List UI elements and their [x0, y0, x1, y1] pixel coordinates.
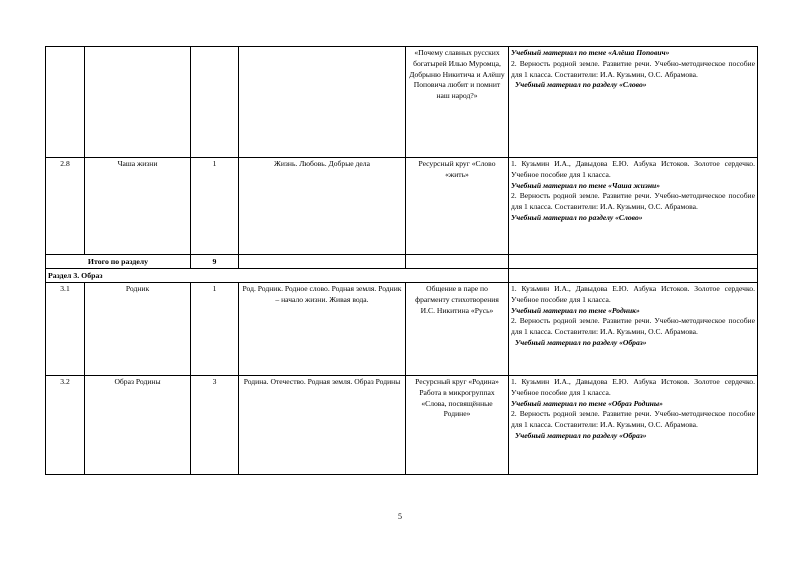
resource-item-2: 2. Верность родной земле. Развитие речи. Учебно-методическое пособие для 1 класса. Составители: И.А. Кузьмин, О.С. Абрамова. — [511, 58, 755, 79]
total-filler-content — [239, 255, 406, 269]
cell-forms: Ресурсный круг «Слово «жить» — [406, 158, 509, 255]
curriculum-table — [45, 46, 758, 475]
cell-resources — [509, 283, 758, 376]
cell-topic: Образ Родины — [85, 376, 191, 475]
resource-material-section: Учебный материал по разделу «Слово» — [515, 80, 647, 90]
total-filler-resources — [509, 255, 758, 269]
resource-material-topic: Учебный материал по теме «Образ Родины» — [511, 398, 663, 408]
table-row — [46, 283, 758, 376]
resource-material-section: Учебный материал по разделу «Образ» — [515, 431, 647, 441]
cell-number — [46, 47, 85, 158]
table-row — [46, 158, 758, 255]
section-label: Раздел 3. Образ — [46, 269, 509, 283]
cell-content: Род. Родник. Родное слово. Родная земля. Родник – начало жизни. Живая вода. — [239, 283, 406, 376]
cell-resources — [509, 376, 758, 475]
cell-hours — [191, 47, 239, 158]
cell-content: Жизнь. Любовь. Добрые дела — [239, 158, 406, 255]
resource-item-2: 2. Верность родной земле. Развитие речи. Учебно-методическое пособие для 1 класса. Составители: И.А. Кузьмин, О.С. Абрамова. — [511, 191, 755, 212]
resource-item-2: 2. Верность родной земле. Развитие речи. Учебно-методическое пособие для 1 класса. Составители: И.А. Кузьмин, О.С. Абрамова. — [511, 409, 755, 430]
page-number: 5 — [398, 512, 402, 521]
resource-material-section: Учебный материал по разделу «Образ» — [515, 338, 647, 348]
cell-topic: Родник — [85, 283, 191, 376]
table-row-section — [46, 269, 758, 283]
cell-topic — [85, 47, 191, 158]
resource-material-section: Учебный материал по разделу «Слово» — [511, 212, 643, 222]
cell-content — [239, 47, 406, 158]
cell-forms: Ресурсный круг «Родина» Работа в микрогруппах «Слова, посвящённые Родине» — [406, 376, 509, 475]
resource-material-topic: Учебный материал по теме «Чаша жизни» — [511, 180, 661, 190]
resource-item-2: 2. Верность родной земле. Развитие речи. Учебно-методическое пособие для 1 класса. Составители: И.А. Кузьмин, О.С. Абрамова. — [511, 316, 755, 337]
total-label: Итого по разделу — [46, 255, 191, 269]
cell-resources — [509, 47, 758, 158]
cell-topic: Чаша жизни — [85, 158, 191, 255]
cell-resources — [509, 158, 758, 255]
total-hours: 9 — [191, 255, 239, 269]
resource-item-1: 1. Кузьмин И.А., Давыдова Е.Ю. Азбука Истоков. Золотое сердечко. Учебное пособие для 1 класса. — [511, 284, 755, 304]
cell-hours: 1 — [191, 283, 239, 376]
total-filler-forms — [406, 255, 509, 269]
cell-number: 2.8 — [46, 158, 85, 255]
cell-number: 3.1 — [46, 283, 85, 376]
resource-material-topic: Учебный материал по теме «Родник» — [511, 305, 640, 315]
cell-hours: 1 — [191, 158, 239, 255]
resource-item-1: 1. Кузьмин И.А., Давыдова Е.Ю. Азбука Истоков. Золотое сердечко. Учебное пособие для 1 класса. — [511, 159, 755, 179]
cell-forms: «Почему славных русских богатырей Илью Муромца, Добрыню Никитича и Алёшу Поповича любит и помнит наш народ?» — [406, 47, 509, 158]
cell-content: Родина. Отечество. Родная земля. Образ Родины — [239, 376, 406, 475]
resource-item-1: 1. Кузьмин И.А., Давыдова Е.Ю. Азбука Истоков. Золотое сердечко. Учебное пособие для 1 класса. — [511, 377, 755, 397]
table-row-total — [46, 255, 758, 269]
table-row — [46, 376, 758, 475]
cell-number: 3.2 — [46, 376, 85, 475]
cell-hours: 3 — [191, 376, 239, 475]
cell-forms: Общение в паре по фрагменту стихотворения И.С. Никитина «Русь» — [406, 283, 509, 376]
resource-material-topic: Учебный материал по теме «Алёша Попович» — [511, 48, 670, 57]
table-row — [46, 47, 758, 158]
section-filler-resources — [509, 269, 758, 283]
